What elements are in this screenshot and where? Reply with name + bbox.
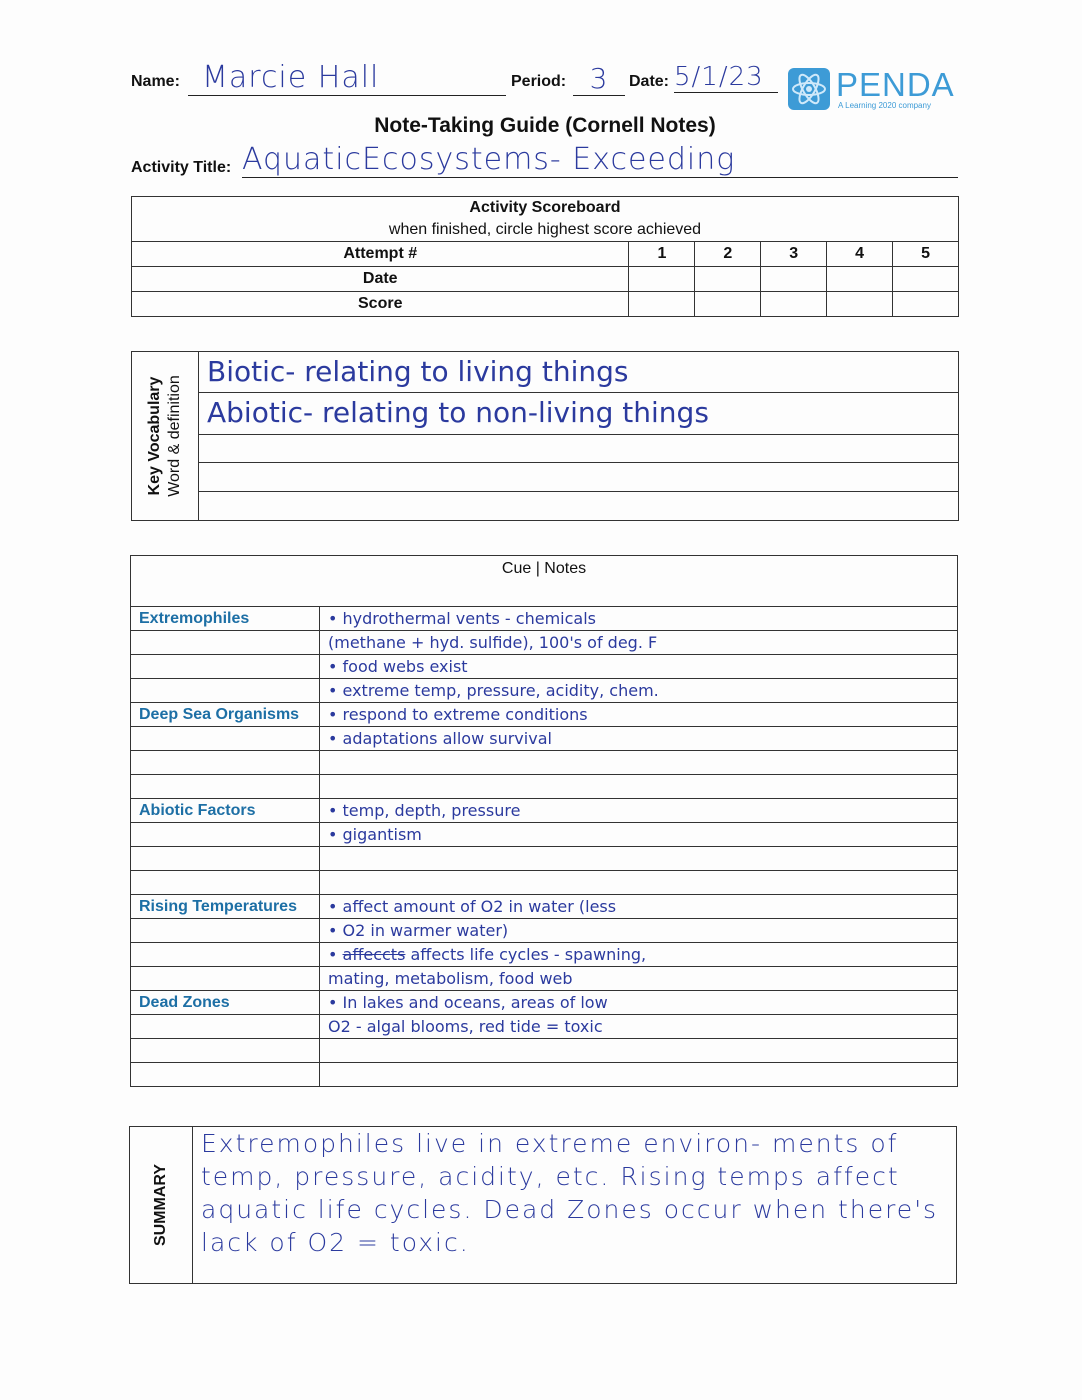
- cue-cell: [131, 655, 320, 679]
- notes-row: [131, 895, 958, 919]
- vocab-sublabel: Word & definition: [166, 375, 183, 497]
- notes-row: [131, 919, 958, 943]
- cue-cell: [131, 1039, 320, 1063]
- key-vocabulary-table: [131, 351, 959, 521]
- note-cell: • affeccts affects life cycles - spawning,: [320, 943, 958, 967]
- notes-row: [131, 799, 958, 823]
- note-cell: [320, 1063, 958, 1087]
- note-cell: [320, 751, 958, 775]
- notes-row: [131, 1063, 958, 1087]
- scoreboard-title: Activity Scoreboard: [469, 199, 621, 216]
- vocab-entry: [199, 492, 959, 521]
- notes-row: [131, 871, 958, 895]
- note-cell: • affect amount of O2 in water (less: [320, 895, 958, 919]
- name-value: Marcie Hall: [188, 60, 506, 96]
- note-cell: O2 - algal blooms, red tide = toxic: [320, 1015, 958, 1039]
- notes-row: [131, 631, 958, 655]
- period-value: 3: [573, 62, 625, 96]
- cue-cell: [131, 775, 320, 799]
- name-label: Name:: [131, 73, 180, 90]
- notes-row: [131, 967, 958, 991]
- notes-header: Cue | Notes: [131, 556, 958, 607]
- attempt-3: 3: [761, 242, 827, 267]
- note-cell: • hydrothermal vents - chemicals: [320, 607, 958, 631]
- vocab-entry: Abiotic- relating to non-living things: [199, 393, 959, 434]
- note-cell: • temp, depth, pressure: [320, 799, 958, 823]
- cue-cell: [131, 679, 320, 703]
- notes-row: [131, 751, 958, 775]
- logo-brand: PENDA: [836, 66, 955, 103]
- summary-side-label: [130, 1127, 193, 1284]
- notes-row: [131, 847, 958, 871]
- vocab-label: Key Vocabulary: [146, 376, 163, 496]
- note-cell: mating, metabolism, food web: [320, 967, 958, 991]
- vocab-entry: Biotic- relating to living things: [199, 352, 959, 393]
- date-label: Date:: [629, 73, 670, 90]
- notes-row: [131, 727, 958, 751]
- notes-row: [131, 775, 958, 799]
- note-cell: • In lakes and oceans, areas of low: [320, 991, 958, 1015]
- notes-row: [131, 679, 958, 703]
- atom-logo-icon: [788, 68, 830, 110]
- note-cell: • respond to extreme conditions: [320, 703, 958, 727]
- notes-row: [131, 607, 958, 631]
- cue-cell: Deep Sea Organisms: [131, 703, 320, 727]
- notes-row: [131, 943, 958, 967]
- cue-cell: [131, 1015, 320, 1039]
- cue-cell: [131, 727, 320, 751]
- struck-text: affeccts: [342, 944, 406, 964]
- attempt-5: 5: [893, 242, 959, 267]
- cue-cell: [131, 919, 320, 943]
- activity-scoreboard: [131, 196, 959, 317]
- vocab-entry: [199, 434, 959, 463]
- scoreboard-subtitle: when finished, circle highest score achieved: [388, 221, 702, 238]
- cue-cell: Extremophiles: [131, 607, 320, 631]
- attempt-header: Attempt #: [132, 242, 629, 267]
- notes-row: [131, 1039, 958, 1063]
- cue-cell: [131, 823, 320, 847]
- notes-row: [131, 823, 958, 847]
- logo-tagline: A Learning 2020 company: [838, 101, 931, 110]
- summary-label: SUMMARY: [152, 1163, 169, 1247]
- attempt-4: 4: [827, 242, 893, 267]
- note-cell: • extreme temp, pressure, acidity, chem.: [320, 679, 958, 703]
- note-cell: [320, 871, 958, 895]
- date-value: 5/1/23: [674, 62, 778, 93]
- note-cell: (methane + hyd. sulfide), 100's of deg. F: [320, 631, 958, 655]
- note-cell: [320, 1039, 958, 1063]
- cue-cell: Abiotic Factors: [131, 799, 320, 823]
- cue-cell: [131, 871, 320, 895]
- attempt-1: 1: [629, 242, 695, 267]
- summary-text: Extremophiles live in extreme environ- ments of temp, pressure, acidity, etc. Rising temps affect aquatic life cycles. Dead Zones occur when there's lack of O2 = toxic.: [193, 1127, 957, 1284]
- notes-row: [131, 703, 958, 727]
- vocab-entry: [199, 463, 959, 492]
- cue-cell: Rising Temperatures: [131, 895, 320, 919]
- note-cell: [320, 775, 958, 799]
- score-row-label: Score: [132, 292, 629, 317]
- cue-cell: [131, 631, 320, 655]
- notes-row: [131, 655, 958, 679]
- note-text: affects life cycles - spawning,: [410, 944, 647, 964]
- activity-title-value: AquaticEcosystems- Exceeding: [242, 142, 958, 178]
- attempt-2: 2: [695, 242, 761, 267]
- cue-cell: [131, 943, 320, 967]
- date-row-label: Date: [132, 267, 629, 292]
- cue-cell: Dead Zones: [131, 991, 320, 1015]
- page-title: Note-Taking Guide (Cornell Notes): [374, 114, 716, 137]
- cue-cell: [131, 967, 320, 991]
- cue-cell: [131, 1063, 320, 1087]
- note-cell: • O2 in warmer water): [320, 919, 958, 943]
- summary-table: [129, 1126, 957, 1284]
- cue-notes-table: [130, 555, 958, 1087]
- vocab-side-label: [132, 352, 199, 521]
- period-label: Period:: [511, 73, 567, 90]
- note-cell: [320, 847, 958, 871]
- note-cell: • food webs exist: [320, 655, 958, 679]
- note-cell: • adaptations allow survival: [320, 727, 958, 751]
- cue-cell: [131, 751, 320, 775]
- notes-row: [131, 1015, 958, 1039]
- activity-title-label: Activity Title:: [131, 159, 232, 176]
- note-cell: • gigantism: [320, 823, 958, 847]
- notes-row: [131, 991, 958, 1015]
- cue-cell: [131, 847, 320, 871]
